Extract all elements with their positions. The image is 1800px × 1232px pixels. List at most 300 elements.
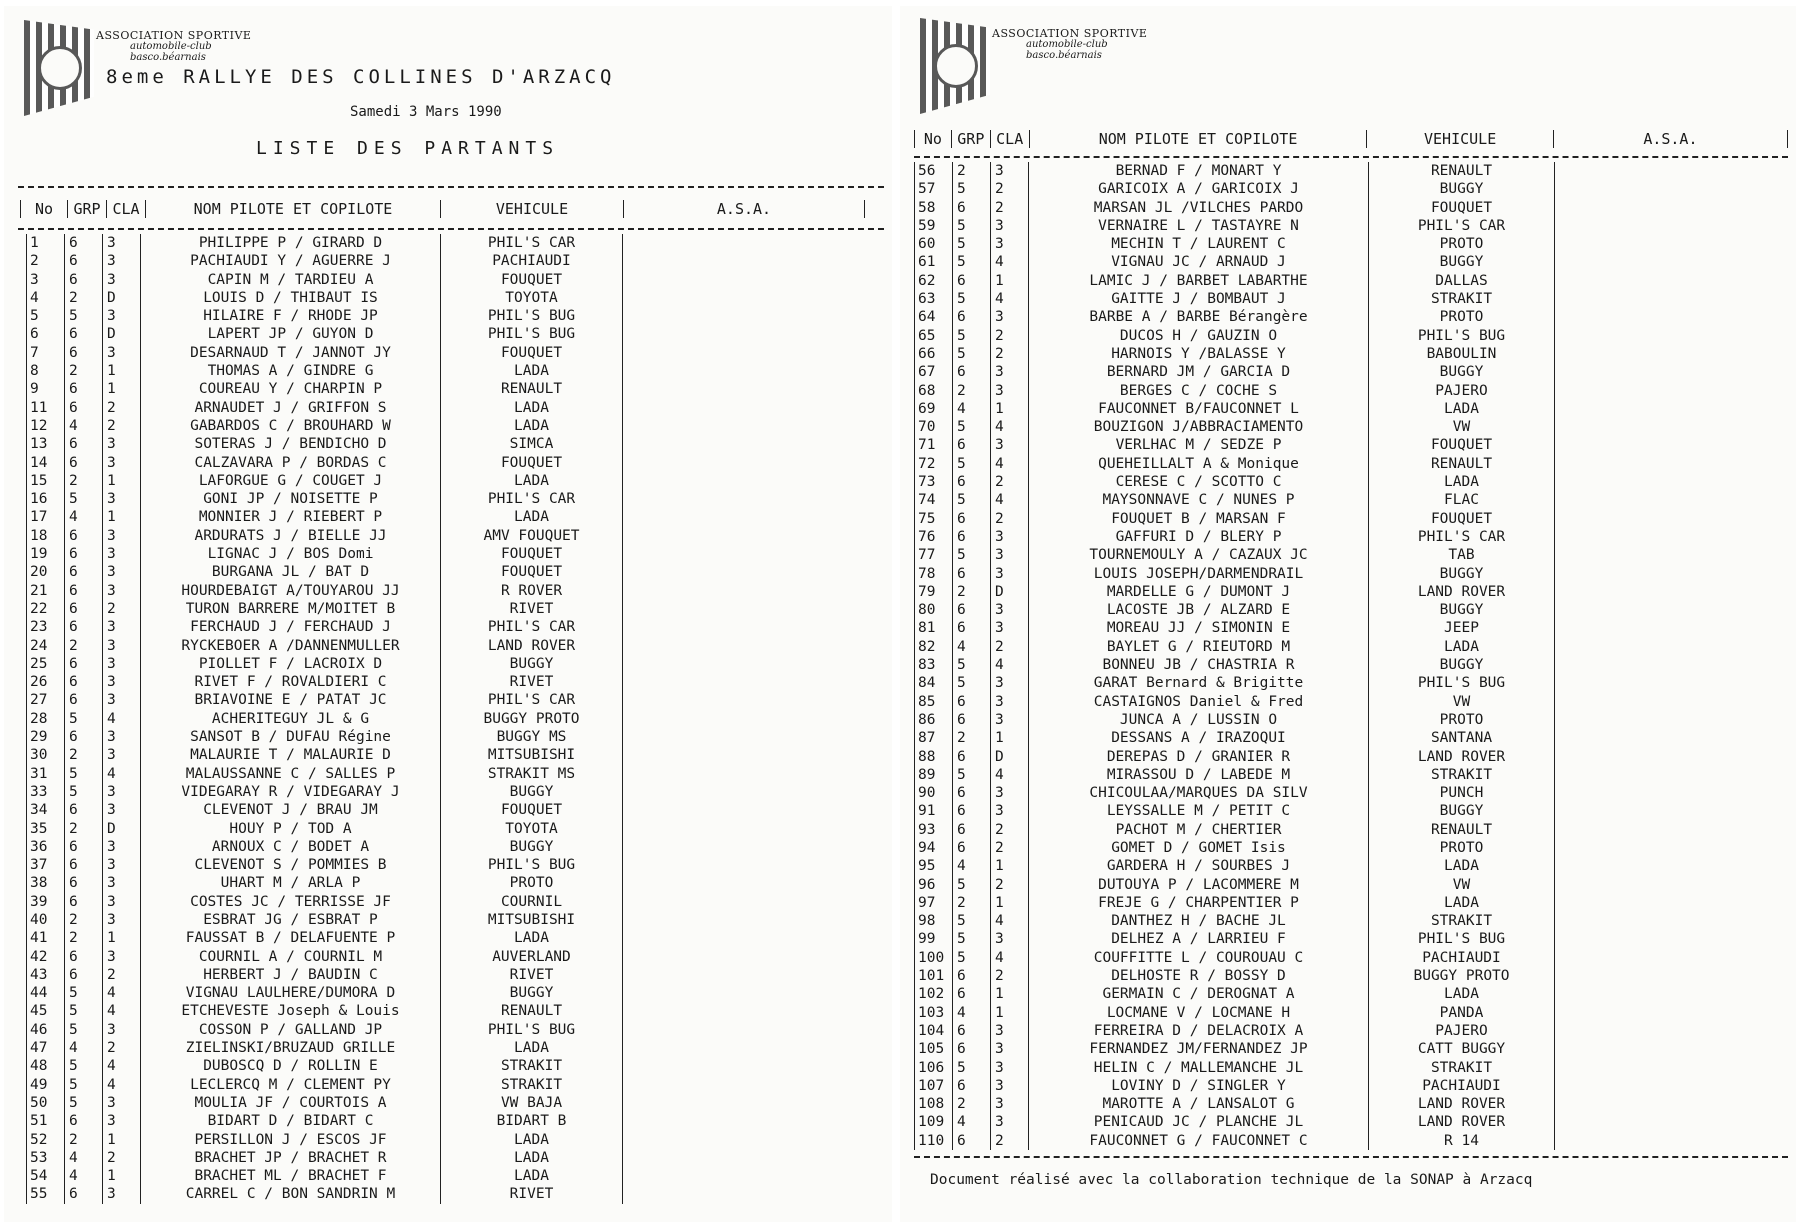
entry-group: 6 (65, 344, 103, 362)
entry-class: 2 (103, 1149, 141, 1167)
entry-asa (623, 271, 883, 289)
table-row (915, 1077, 1789, 1095)
entry-class: 3 (103, 673, 141, 691)
entry-class: 2 (991, 345, 1029, 363)
entry-crew: DESARNAUD T / JANNOT JY (141, 344, 441, 362)
checkered-flag-icon (920, 18, 990, 114)
entry-asa (623, 527, 883, 545)
entry-crew: DUBOSCQ D / ROLLIN E (141, 1057, 441, 1075)
entry-group: 6 (65, 582, 103, 600)
table-row (915, 930, 1789, 948)
table-row (915, 473, 1789, 491)
entry-class: 4 (103, 765, 141, 783)
entry-class: 4 (991, 290, 1029, 308)
entry-asa (623, 710, 883, 728)
table-row (915, 546, 1789, 564)
entry-crew: CLEVENOT S / POMMIES B (141, 856, 441, 874)
entry-class: 2 (991, 821, 1029, 839)
entry-class: D (103, 289, 141, 307)
table-row (27, 289, 883, 307)
logo-line-1: ASSOCIATION SPORTIVE (96, 29, 252, 42)
entry-vehicle: BUGGY PROTO (1369, 967, 1555, 985)
entry-crew: LOUIS D / THIBAUT IS (141, 289, 441, 307)
entry-number: 84 (915, 674, 953, 692)
entry-class: 1 (991, 857, 1029, 875)
entry-class: 3 (103, 563, 141, 581)
entry-group: 6 (953, 510, 991, 528)
entry-crew: JUNCA A / LUSSIN O (1029, 711, 1369, 729)
entry-number: 97 (915, 894, 953, 912)
entry-group: 5 (953, 766, 991, 784)
entry-class: 3 (103, 527, 141, 545)
table-row (915, 619, 1789, 637)
entry-asa (623, 893, 883, 911)
entry-class: 3 (991, 784, 1029, 802)
entry-class: 4 (991, 253, 1029, 271)
entry-group: 5 (953, 1059, 991, 1077)
entry-number: 4 (27, 289, 65, 307)
entry-vehicle: LADA (441, 1167, 623, 1185)
entry-number: 19 (27, 545, 65, 563)
entry-number: 72 (915, 455, 953, 473)
entry-number: 31 (27, 765, 65, 783)
table-row (27, 710, 883, 728)
entry-asa (1555, 345, 1789, 363)
entry-number: 5 (27, 307, 65, 325)
entry-class: 3 (103, 783, 141, 801)
entry-crew: SOTERAS J / BENDICHO D (141, 435, 441, 453)
entry-group: 6 (953, 272, 991, 290)
entry-number: 103 (915, 1004, 953, 1022)
entry-number: 85 (915, 693, 953, 711)
table-row (27, 820, 883, 838)
entry-number: 38 (27, 874, 65, 892)
entry-number: 61 (915, 253, 953, 271)
entry-class: 3 (991, 565, 1029, 583)
entry-class: 4 (103, 1076, 141, 1094)
entry-vehicle: PHIL'S BUG (441, 325, 623, 343)
entry-crew: GOMET D / GOMET Isis (1029, 839, 1369, 857)
entry-asa (1555, 985, 1789, 1003)
entry-number: 102 (915, 985, 953, 1003)
entry-crew: PACHIAUDI Y / AGUERRE J (141, 252, 441, 270)
entry-vehicle: BUGGY (441, 838, 623, 856)
entry-asa (1555, 1059, 1789, 1077)
entry-vehicle: PROTO (1369, 235, 1555, 253)
entry-group: 4 (953, 1004, 991, 1022)
entry-group: 2 (65, 472, 103, 490)
entry-vehicle: LADA (1369, 473, 1555, 491)
entry-number: 27 (27, 691, 65, 709)
entry-number: 29 (27, 728, 65, 746)
entry-asa (1555, 546, 1789, 564)
entry-class: 4 (991, 418, 1029, 436)
entry-vehicle: LADA (1369, 857, 1555, 875)
entry-crew: CERESE C / SCOTTO C (1029, 473, 1369, 491)
entry-crew: BOUZIGON J/ABBRACIAMENTO (1029, 418, 1369, 436)
entry-group: 6 (65, 545, 103, 563)
entry-number: 90 (915, 784, 953, 802)
table-row (915, 1113, 1789, 1131)
entry-class: 3 (103, 728, 141, 746)
entry-number: 57 (915, 180, 953, 198)
entry-number: 67 (915, 363, 953, 381)
entry-vehicle: PROTO (441, 874, 623, 892)
entry-crew: VIDEGARAY R / VIDEGARAY J (141, 783, 441, 801)
table-row (915, 565, 1789, 583)
entry-vehicle: FOUQUET (1369, 436, 1555, 454)
entry-asa (1555, 711, 1789, 729)
entry-vehicle: LADA (441, 472, 623, 490)
col-no: No (914, 130, 952, 148)
table-row (27, 728, 883, 746)
entry-group: 4 (65, 1149, 103, 1167)
entry-group: 5 (953, 345, 991, 363)
entry-vehicle: TAB (1369, 546, 1555, 564)
entry-crew: GONI JP / NOISETTE P (141, 490, 441, 508)
entry-vehicle: DALLAS (1369, 272, 1555, 290)
entry-number: 7 (27, 344, 65, 362)
entry-crew: ETCHEVESTE Joseph & Louis (141, 1002, 441, 1020)
entry-vehicle: LADA (441, 1039, 623, 1057)
entry-class: 1 (991, 729, 1029, 747)
entry-asa (623, 801, 883, 819)
column-header-row (914, 128, 1788, 150)
entry-class: 4 (103, 1057, 141, 1075)
entry-group: 6 (65, 435, 103, 453)
entry-crew: RIVET F / ROVALDIERI C (141, 673, 441, 691)
entry-number: 63 (915, 290, 953, 308)
table-row (915, 327, 1789, 345)
entry-group: 6 (953, 821, 991, 839)
entry-class: 1 (103, 1131, 141, 1149)
entry-class: 2 (991, 510, 1029, 528)
entry-group: 5 (953, 235, 991, 253)
table-row (915, 729, 1789, 747)
table-row (915, 748, 1789, 766)
entry-group: 5 (953, 253, 991, 271)
entry-vehicle: FOUQUET (441, 344, 623, 362)
entry-crew: ZIELINSKI/BRUZAUD GRILLE (141, 1039, 441, 1057)
entry-crew: BURGANA JL / BAT D (141, 563, 441, 581)
table-row (915, 400, 1789, 418)
entry-number: 22 (27, 600, 65, 618)
table-row (915, 382, 1789, 400)
entry-asa (623, 673, 883, 691)
entry-vehicle: FLAC (1369, 491, 1555, 509)
entry-number: 81 (915, 619, 953, 637)
entry-number: 44 (27, 984, 65, 1002)
entry-class: 3 (991, 1059, 1029, 1077)
entry-group: 6 (65, 454, 103, 472)
entry-class: 3 (991, 1040, 1029, 1058)
entry-number: 93 (915, 821, 953, 839)
entry-asa (1555, 729, 1789, 747)
entry-group: 6 (65, 563, 103, 581)
left-page (4, 6, 892, 1222)
entry-crew: FAUCONNET B/FAUCONNET L (1029, 400, 1369, 418)
entry-group: 5 (953, 290, 991, 308)
entry-group: 5 (953, 674, 991, 692)
entry-vehicle: CATT BUGGY (1369, 1040, 1555, 1058)
entry-group: 6 (953, 308, 991, 326)
entry-number: 106 (915, 1059, 953, 1077)
table-row (915, 1040, 1789, 1058)
entry-group: 4 (65, 417, 103, 435)
entry-class: 4 (991, 455, 1029, 473)
entry-crew: MOREAU JJ / SIMONIN E (1029, 619, 1369, 637)
entry-asa (623, 399, 883, 417)
entry-group: 6 (953, 473, 991, 491)
table-row (915, 162, 1789, 180)
table-row (27, 454, 883, 472)
entry-vehicle: BUGGY (1369, 656, 1555, 674)
entry-asa (1555, 656, 1789, 674)
entry-number: 1 (27, 234, 65, 252)
entry-asa (623, 783, 883, 801)
column-header-row (20, 198, 882, 220)
entry-vehicle: BUGGY (441, 783, 623, 801)
entry-number: 6 (27, 325, 65, 343)
entry-number: 15 (27, 472, 65, 490)
entry-asa (1555, 1022, 1789, 1040)
entry-asa (623, 948, 883, 966)
entry-number: 64 (915, 308, 953, 326)
entry-vehicle: SIMCA (441, 435, 623, 453)
entry-class: 2 (991, 876, 1029, 894)
entry-vehicle: BUGGY (1369, 802, 1555, 820)
entry-group: 6 (65, 728, 103, 746)
entry-crew: DUTOUYA P / LACOMMERE M (1029, 876, 1369, 894)
entry-group: 4 (953, 857, 991, 875)
table-row (915, 235, 1789, 253)
entry-number: 91 (915, 802, 953, 820)
entry-crew: BRACHET ML / BRACHET F (141, 1167, 441, 1185)
entry-asa (1555, 821, 1789, 839)
entry-group: 2 (65, 820, 103, 838)
entry-number: 110 (915, 1132, 953, 1150)
entry-group: 2 (953, 162, 991, 180)
entry-class: 1 (991, 272, 1029, 290)
entry-vehicle: RENAULT (1369, 162, 1555, 180)
entry-vehicle: STRAKIT (1369, 912, 1555, 930)
entry-group: 4 (953, 400, 991, 418)
entry-asa (1555, 1077, 1789, 1095)
entry-vehicle: LAND ROVER (1369, 1113, 1555, 1131)
entry-asa (623, 1002, 883, 1020)
entry-group: 2 (953, 894, 991, 912)
entry-number: 105 (915, 1040, 953, 1058)
entry-vehicle: BUGGY (1369, 601, 1555, 619)
entry-crew: DESSANS A / IRAZOQUI (1029, 729, 1369, 747)
table-row (27, 1167, 883, 1185)
entry-asa (1555, 510, 1789, 528)
entry-crew: LAFORGUE G / COUGET J (141, 472, 441, 490)
entry-asa (1555, 967, 1789, 985)
entry-group: 6 (953, 199, 991, 217)
entry-vehicle: PHIL'S CAR (441, 691, 623, 709)
entry-group: 6 (953, 565, 991, 583)
entry-crew: SANSOT B / DUFAU Régine (141, 728, 441, 746)
col-asa: A.S.A. (1554, 130, 1788, 148)
entry-group: 6 (953, 802, 991, 820)
entry-asa (623, 234, 883, 252)
table-row (27, 655, 883, 673)
logo-line-3: basco.béarnais (130, 52, 206, 63)
entry-group: 6 (65, 399, 103, 417)
entry-crew: THOMAS A / GINDRE G (141, 362, 441, 380)
entry-class: 3 (103, 344, 141, 362)
entry-asa (623, 746, 883, 764)
entry-class: 3 (991, 1095, 1029, 1113)
entry-asa (1555, 619, 1789, 637)
entry-crew: TOURNEMOULY A / CAZAUX JC (1029, 546, 1369, 564)
entry-crew: HARNOIS Y /BALASSE Y (1029, 345, 1369, 363)
entry-vehicle: VW (1369, 876, 1555, 894)
entry-group: 6 (953, 693, 991, 711)
entry-group: 2 (953, 1095, 991, 1113)
entry-class: 3 (103, 655, 141, 673)
entry-group: 5 (953, 455, 991, 473)
entry-vehicle: PAJERO (1369, 1022, 1555, 1040)
entry-number: 109 (915, 1113, 953, 1131)
entry-number: 43 (27, 966, 65, 984)
entry-number: 79 (915, 583, 953, 601)
entry-crew: LEYSSALLE M / PETIT C (1029, 802, 1369, 820)
entry-class: 3 (991, 162, 1029, 180)
entry-group: 5 (953, 327, 991, 345)
entry-class: 3 (991, 528, 1029, 546)
table-row (27, 637, 883, 655)
entry-number: 54 (27, 1167, 65, 1185)
list-title: LISTE DES PARTANTS (256, 138, 560, 159)
entry-crew: CAPIN M / TARDIEU A (141, 271, 441, 289)
entry-vehicle: PHIL'S CAR (1369, 528, 1555, 546)
entry-vehicle: RIVET (441, 966, 623, 984)
table-row (27, 838, 883, 856)
entry-group: 6 (65, 691, 103, 709)
entry-asa (1555, 199, 1789, 217)
entry-class: 4 (991, 656, 1029, 674)
entry-asa (623, 728, 883, 746)
entry-number: 35 (27, 820, 65, 838)
table-row (915, 253, 1789, 271)
table-row (27, 399, 883, 417)
entry-class: 4 (991, 912, 1029, 930)
entry-group: 6 (953, 1077, 991, 1095)
entry-vehicle: BUGGY (1369, 565, 1555, 583)
entry-vehicle: R ROVER (441, 582, 623, 600)
entry-vehicle: LAND ROVER (441, 637, 623, 655)
entry-group: 5 (65, 1094, 103, 1112)
table-row (27, 545, 883, 563)
entry-group: 6 (65, 838, 103, 856)
entry-crew: COUFFITTE L / COUROUAU C (1029, 949, 1369, 967)
entry-group: 2 (65, 362, 103, 380)
entry-asa (623, 1076, 883, 1094)
entry-group: 5 (953, 876, 991, 894)
logo-line-2: automobile-club (1026, 39, 1108, 50)
col-name: NOM PILOTE ET COPILOTE (146, 200, 441, 218)
table-row (27, 1149, 883, 1167)
entry-number: 74 (915, 491, 953, 509)
table-row (27, 271, 883, 289)
entry-asa (623, 1167, 883, 1185)
entry-asa (1555, 693, 1789, 711)
entry-asa (623, 765, 883, 783)
entry-crew: LACOSTE JB / ALZARD E (1029, 601, 1369, 619)
entry-class: 3 (991, 382, 1029, 400)
entry-crew: GERMAIN C / DEROGNAT A (1029, 985, 1369, 1003)
entry-number: 23 (27, 618, 65, 636)
table-row (915, 363, 1789, 381)
entry-crew: BRIAVOINE E / PATAT JC (141, 691, 441, 709)
col-vehicle: VEHICULE (441, 200, 624, 218)
entry-crew: FAUCONNET G / FAUCONNET C (1029, 1132, 1369, 1150)
entry-class: 3 (103, 271, 141, 289)
entry-asa (1555, 912, 1789, 930)
entry-class: 3 (103, 637, 141, 655)
entry-number: 62 (915, 272, 953, 290)
table-row (915, 583, 1789, 601)
entry-class: 2 (103, 600, 141, 618)
entry-group: 5 (65, 783, 103, 801)
entry-group: 6 (953, 1022, 991, 1040)
entry-class: 2 (103, 417, 141, 435)
entry-vehicle: PANDA (1369, 1004, 1555, 1022)
entry-crew: ARNOUX C / BODET A (141, 838, 441, 856)
entry-class: 3 (103, 1185, 141, 1203)
entry-asa (623, 344, 883, 362)
col-no: No (20, 200, 68, 218)
entry-asa (623, 856, 883, 874)
entry-group: 5 (65, 1002, 103, 1020)
entry-asa (1555, 327, 1789, 345)
table-row (27, 1076, 883, 1094)
entry-asa (1555, 455, 1789, 473)
entry-crew: FREJE G / CHARPENTIER P (1029, 894, 1369, 912)
entry-asa (1555, 930, 1789, 948)
entry-crew: PENICAUD JC / PLANCHE JL (1029, 1113, 1369, 1131)
entry-number: 45 (27, 1002, 65, 1020)
entry-asa (1555, 674, 1789, 692)
entry-group: 5 (65, 1057, 103, 1075)
entry-number: 75 (915, 510, 953, 528)
right-page (900, 6, 1796, 1222)
entry-vehicle: PROTO (1369, 711, 1555, 729)
entry-asa (1555, 272, 1789, 290)
table-row (27, 929, 883, 947)
entry-group: 6 (953, 1040, 991, 1058)
entry-vehicle: JEEP (1369, 619, 1555, 637)
entry-group: 6 (953, 1132, 991, 1150)
entry-group: 5 (953, 546, 991, 564)
entry-number: 99 (915, 930, 953, 948)
entry-asa (623, 289, 883, 307)
entry-crew: PIOLLET F / LACROIX D (141, 655, 441, 673)
entry-vehicle: VW (1369, 693, 1555, 711)
entry-group: 6 (953, 528, 991, 546)
entry-crew: LAMIC J / BARBET LABARTHE (1029, 272, 1369, 290)
entry-number: 3 (27, 271, 65, 289)
entry-vehicle: FOUQUET (441, 271, 623, 289)
entry-group: 5 (953, 418, 991, 436)
entry-crew: GARICOIX A / GARICOIX J (1029, 180, 1369, 198)
entry-number: 87 (915, 729, 953, 747)
entry-crew: GARDERA H / SOURBES J (1029, 857, 1369, 875)
entry-class: 1 (991, 400, 1029, 418)
entry-group: 5 (953, 930, 991, 948)
